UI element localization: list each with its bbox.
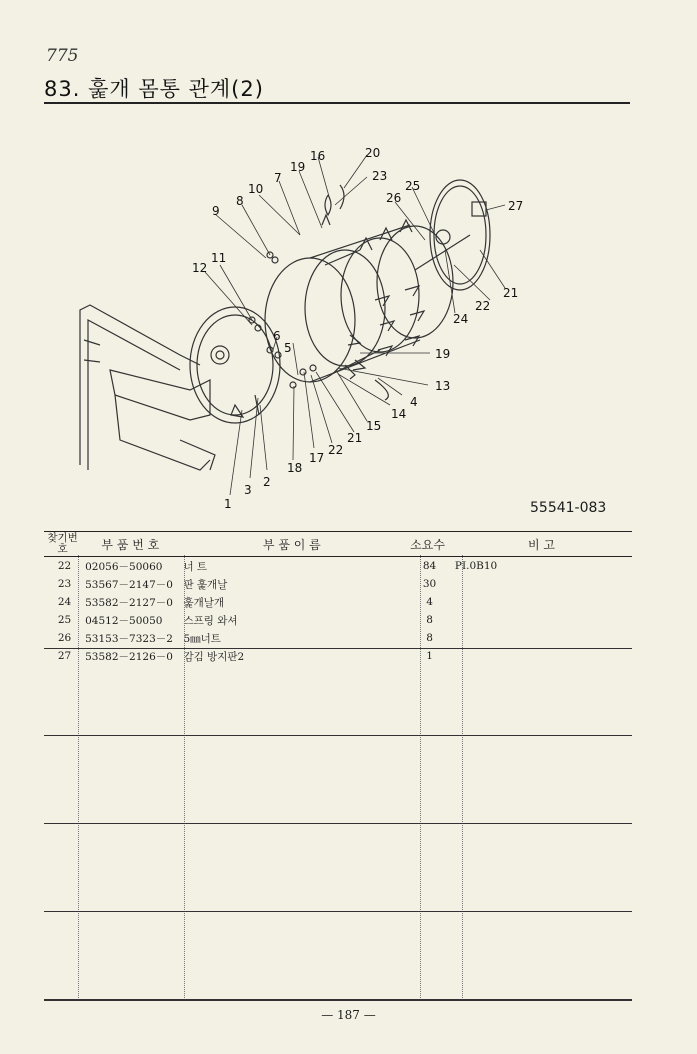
col-header-part-no: 부 품 번 호 (81, 532, 179, 557)
cell-remarks (451, 611, 632, 629)
table-row (44, 557, 632, 576)
callout-label: 21 (347, 431, 363, 445)
callout-label: 6 (273, 329, 281, 343)
cell-qty: 84 (422, 560, 437, 572)
callout-label: 17 (309, 451, 325, 465)
cell-part-no: 04512－50050 (85, 614, 163, 627)
callout-label: 7 (274, 171, 282, 185)
row-rule (44, 911, 632, 912)
page-number: — 187 — (321, 1008, 376, 1022)
table-row (44, 647, 632, 665)
cell-part-no: 02056－50060 (85, 560, 163, 573)
callout-label: 22 (475, 299, 491, 313)
cell-no: 27 (57, 650, 72, 662)
cell-remarks (451, 647, 632, 665)
cell-name: 너 트 (183, 560, 208, 573)
col-header-name: 부 품 이 름 (179, 532, 404, 557)
callout-label: 13 (435, 379, 451, 393)
cell-qty: 4 (426, 596, 433, 608)
cell-remarks (451, 629, 632, 647)
table-header-row (44, 532, 632, 557)
cell-part-no: 53582－2126－0 (85, 650, 173, 663)
exploded-parts-diagram (60, 140, 620, 510)
column-divider (184, 555, 185, 1000)
cell-no: 23 (57, 578, 72, 590)
callout-label: 16 (310, 149, 326, 163)
column-divider (462, 555, 463, 1000)
cell-qty: 1 (426, 650, 433, 662)
cell-no: 26 (57, 632, 72, 644)
cell-name: 5㎜너트 (183, 632, 221, 645)
cell-remarks: PI.0B10 (454, 560, 498, 572)
cell-remarks (451, 593, 632, 611)
callout-label: 2 (263, 475, 271, 489)
table-row (44, 575, 632, 593)
cell-name: 감김 방지판2 (183, 650, 245, 663)
callout-label: 14 (391, 407, 407, 421)
cell-part-no: 53582－2127－0 (85, 596, 173, 609)
callout-label: 15 (366, 419, 382, 433)
callout-label: 20 (365, 146, 381, 160)
table-bottom-rule (44, 999, 632, 1001)
callout-label: 8 (236, 194, 244, 208)
callout-label: 5 (284, 341, 292, 355)
callout-label: 18 (287, 461, 303, 475)
page-title: 83. 훑개 몸통 관계(2) (44, 77, 264, 101)
callout-label: 21 (503, 286, 519, 300)
row-rule (44, 823, 632, 824)
handwritten-mark: 775 (46, 46, 79, 66)
column-divider (420, 555, 421, 1000)
callout-label: 11 (211, 251, 227, 265)
row-rule (44, 648, 632, 649)
cell-part-no: 53153－7323－2 (85, 632, 173, 645)
title-rule (44, 102, 630, 104)
cell-no: 25 (57, 614, 72, 626)
callout-label: 22 (328, 443, 344, 457)
callout-label: 24 (453, 312, 469, 326)
cell-name: 스프링 와셔 (183, 614, 238, 627)
column-divider (78, 555, 79, 1000)
row-rule (44, 735, 632, 736)
table-row (44, 611, 632, 629)
callout-label: 19 (435, 347, 451, 361)
callout-label: 23 (372, 169, 388, 183)
callout-label: 19 (290, 160, 306, 174)
callout-label: 26 (386, 191, 402, 205)
cell-part-no: 53567－2147－0 (85, 578, 173, 591)
table-row (44, 593, 632, 611)
callout-label: 27 (508, 199, 524, 213)
cell-name: 훑개날개 (183, 596, 225, 609)
col-header-qty: 소요수 (404, 532, 451, 557)
table-row (44, 629, 632, 647)
callout-label: 3 (244, 483, 252, 497)
callout-label: 4 (410, 395, 418, 409)
cell-qty: 8 (426, 614, 433, 626)
callout-label: 25 (405, 179, 421, 193)
col-header-no: 찾기번호 (44, 532, 81, 557)
cell-qty: 30 (422, 578, 437, 590)
col-header-remarks: 비 고 (451, 532, 632, 557)
parts-table (44, 531, 632, 665)
callout-label: 12 (192, 261, 208, 275)
callout-label: 9 (212, 204, 220, 218)
callout-label: 1 (224, 497, 232, 510)
cell-remarks (451, 575, 632, 593)
figure-code: 55541-083 (530, 500, 607, 516)
cell-qty: 8 (426, 632, 433, 644)
cell-no: 24 (57, 596, 72, 608)
cell-name: 판 훑개날 (183, 578, 228, 591)
cell-no: 22 (57, 560, 72, 572)
callout-label: 10 (248, 182, 264, 196)
